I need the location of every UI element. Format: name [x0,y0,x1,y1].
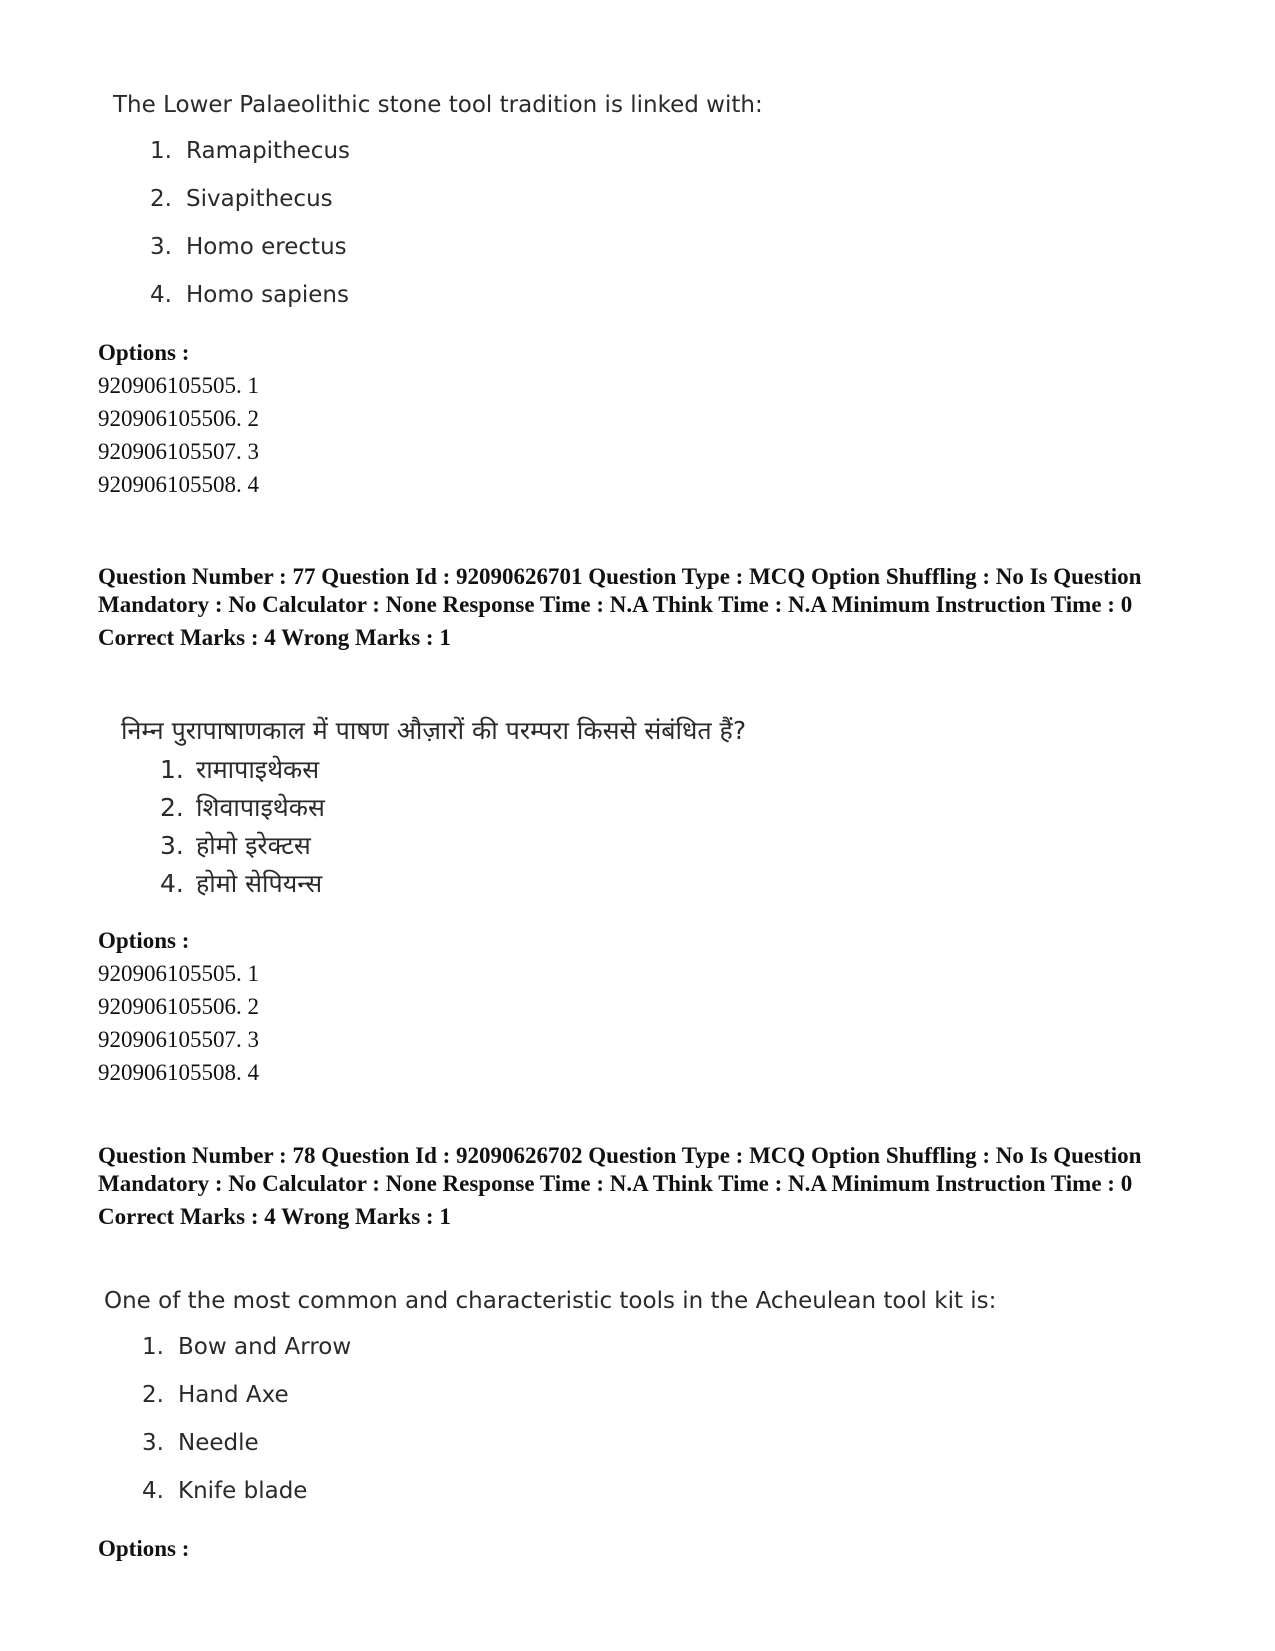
choice-item: 2. Sivapithecus [150,186,333,212]
choice-item: 1. Ramapithecus [150,138,351,164]
choice-item: 4. Knife blade [142,1478,308,1504]
question-77-meta: Question Number : 77 Question Id : 92090626701 Question Type : MCQ Option Shuffling : No Is Question Mandatory : No Calculator : None Response Time : N.A Think Time : N.A Minimum Instruction Time : 0 [98,564,1142,617]
option-id-line: 920906105506. 2 [98,994,259,1019]
question-78-options [98,1532,189,1565]
choice-item: 3. Homo erectus [150,234,347,260]
question-77-marks: Correct Marks : 4 Wrong Marks : 1 [98,625,451,650]
question-77-header [98,563,1178,651]
question-76-choices [150,138,763,330]
question-77-options [98,924,259,1089]
choice-item: 3. होमो इरेक्टस [160,831,311,860]
choice-item: 3. Needle [142,1430,259,1456]
choice-item: 1. रामापाइथेकस [160,755,320,784]
option-id-line: 920906105507. 3 [98,1027,259,1052]
question-78-meta: Question Number : 78 Question Id : 92090626702 Question Type : MCQ Option Shuffling : No Is Question Mandatory : No Calculator : None Response Time : N.A Think Time : N.A Minimum Instruction Time : 0 [98,1143,1142,1196]
choice-item: 2. Hand Axe [142,1382,289,1408]
question-76-stem: The Lower Palaeolithic stone tool tradition is linked with: [113,92,763,118]
question-77-image [121,713,746,907]
choice-item: 4. होमो सेपियन्स [160,869,323,898]
choice-item: 4. Homo sapiens [150,282,349,308]
option-id-line: 920906105505. 1 [98,961,259,986]
question-78-marks: Correct Marks : 4 Wrong Marks : 1 [98,1204,451,1229]
options-label: Options : [98,1536,190,1561]
options-label: Options : [98,340,190,365]
question-77-stem: निम्न पुरापाषाणकाल में पाषण औज़ारों की परम्परा किससे संबंधित हैं? [121,716,747,745]
options-label: Options : [98,928,190,953]
question-77-choices [160,755,746,907]
question-78-image [104,1288,996,1526]
question-78-choices [142,1334,996,1526]
choice-item: 2. शिवापाइथेकस [160,793,325,822]
choice-item: 1. Bow and Arrow [142,1334,352,1360]
option-id-line: 920906105508. 4 [98,472,259,497]
question-78-stem: One of the most common and characteristic tools in the Acheulean tool kit is: [104,1288,997,1314]
question-78-header [98,1142,1178,1230]
option-id-line: 920906105508. 4 [98,1060,259,1085]
option-id-line: 920906105506. 2 [98,406,259,431]
option-id-line: 920906105507. 3 [98,439,259,464]
question-76-options [98,336,259,501]
option-id-line: 920906105505. 1 [98,373,259,398]
question-76-image [113,92,763,330]
